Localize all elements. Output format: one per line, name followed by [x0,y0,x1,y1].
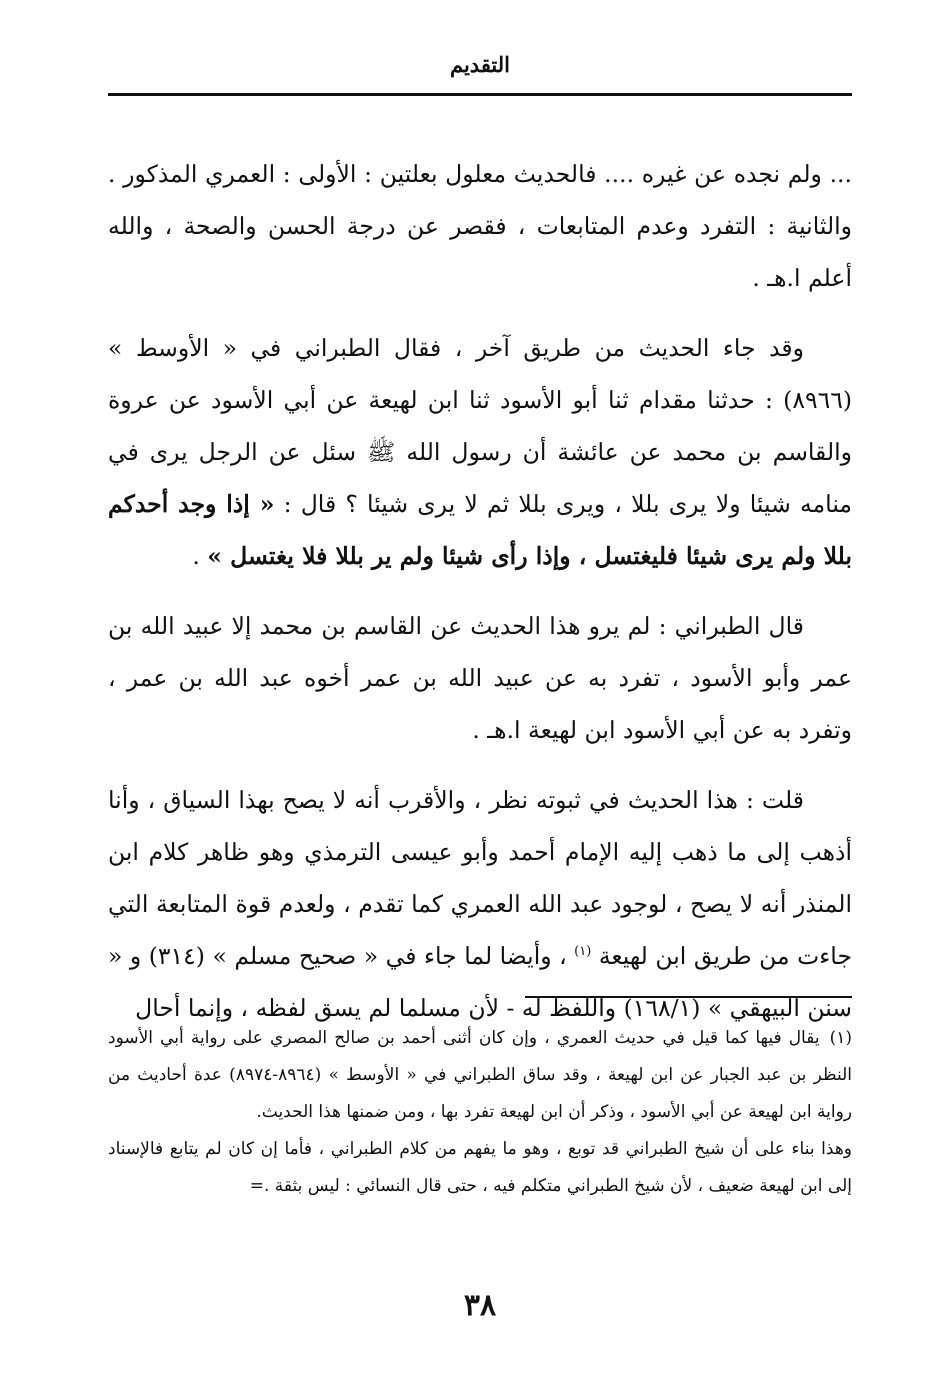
paragraph-4 [108,774,852,1034]
footnotes [108,1020,852,1205]
footnote-ref: (١) [574,944,592,959]
footnote-1-continued: وهذا بناء على أن شيخ الطبراني قد توبع ، وهو ما يفهم من كلام الطبراني ، فأما إن كان لم يتابع فالإسناد إلى ابن لهيعة ضعيف ، لأن شيخ الطبراني متكلم فيه ، حتى قال النسائي : ليس بثقة .= [108,1139,852,1196]
paragraph-3: قال الطبراني : لم يرو هذا الحديث عن القاسم بن محمد إلا عبيد الله بن عمر وأبو الأسود ، تفرد به عن عبيد الله بن عمر أخوه عبد الله بن عمر ، وتفرد به عن أبي الأسود ابن لهيعة ا.هـ . [108,612,852,744]
paragraph-1: ... ولم نجده عن غيره .... فالحديث معلول بعلتين : الأولى : العمري المذكور . والثانية : التفرد وعدم المتابعات ، فقصر عن درجة الحسن والصحة ، والله أعلم ا.هـ . [108,160,852,292]
footnote-number: (١) [829,1028,852,1048]
main-text [108,148,852,1052]
paragraph-2-end: . [192,542,208,570]
hadith-quote: « إذا وجد أحدكم بللا ولم يرى شيئا فليغتسل ، وإذا رأى شيئا ولم ير بللا فلا يغتسل » [108,490,852,570]
paragraph-2 [108,322,852,582]
paragraph-4-text-cont: ، وأيضا لما جاء في « صحيح مسلم » (٣١٤) و « سنن البيهقي » (١٦٨/١) واللفظ له - لأن مسلما لم يسق لفظه ، وإنما أحال [108,942,852,1022]
running-title: التقديم [449,52,511,77]
paragraph-2-text: وقد جاء الحديث من طريق آخر ، فقال الطبراني في « الأوسط » (٨٩٦٦) : حدثنا مقدام ثنا أبو الأسود ثنا ابن لهيعة عن أبي الأسود عن عروة والقاسم بن محمد عن عائشة أن رسول الله ﷺ سئل عن الرجل يرى في منامه شيئا ولا يرى بللا ، ويرى بللا ثم لا يرى شيئا ؟ قال : [108,334,853,518]
header-rule [108,93,852,96]
footnote-1-text: يقال فيها كما قيل في حديث العمري ، وإن كان أثنى أحمد بن صالح المصري على رواية أبي الأسود النظر بن عبد الجبار عن ابن لهيعة ، وقد ساق الطبراني في « الأوسط » (٨٩٦٤-٨٩٧٤) عدة أحاديث من رواية ابن لهيعة عن أبي الأسود ، وذكر أن ابن لهيعة تفرد بها ، ومن ضمنها هذا الحديث. [108,1028,852,1122]
page-number: ٣٨ [463,1288,497,1323]
footnote-1 [108,1020,852,1131]
paragraph-4-text: قلت : هذا الحديث في ثبوته نظر ، والأقرب أنه لا يصح بهذا السياق ، وأنا أذهب إلى ما ذهب إليه الإمام أحمد وأبو عيسى الترمذي وهو ظاهر كلام ابن المنذر أنه لا يصح ، لوجود عبد الله العمري كما تقدم ، ولعدم قوة المتابعة التي جاءت من طريق ابن لهيعة [108,786,852,970]
footnote-rule [525,996,852,998]
